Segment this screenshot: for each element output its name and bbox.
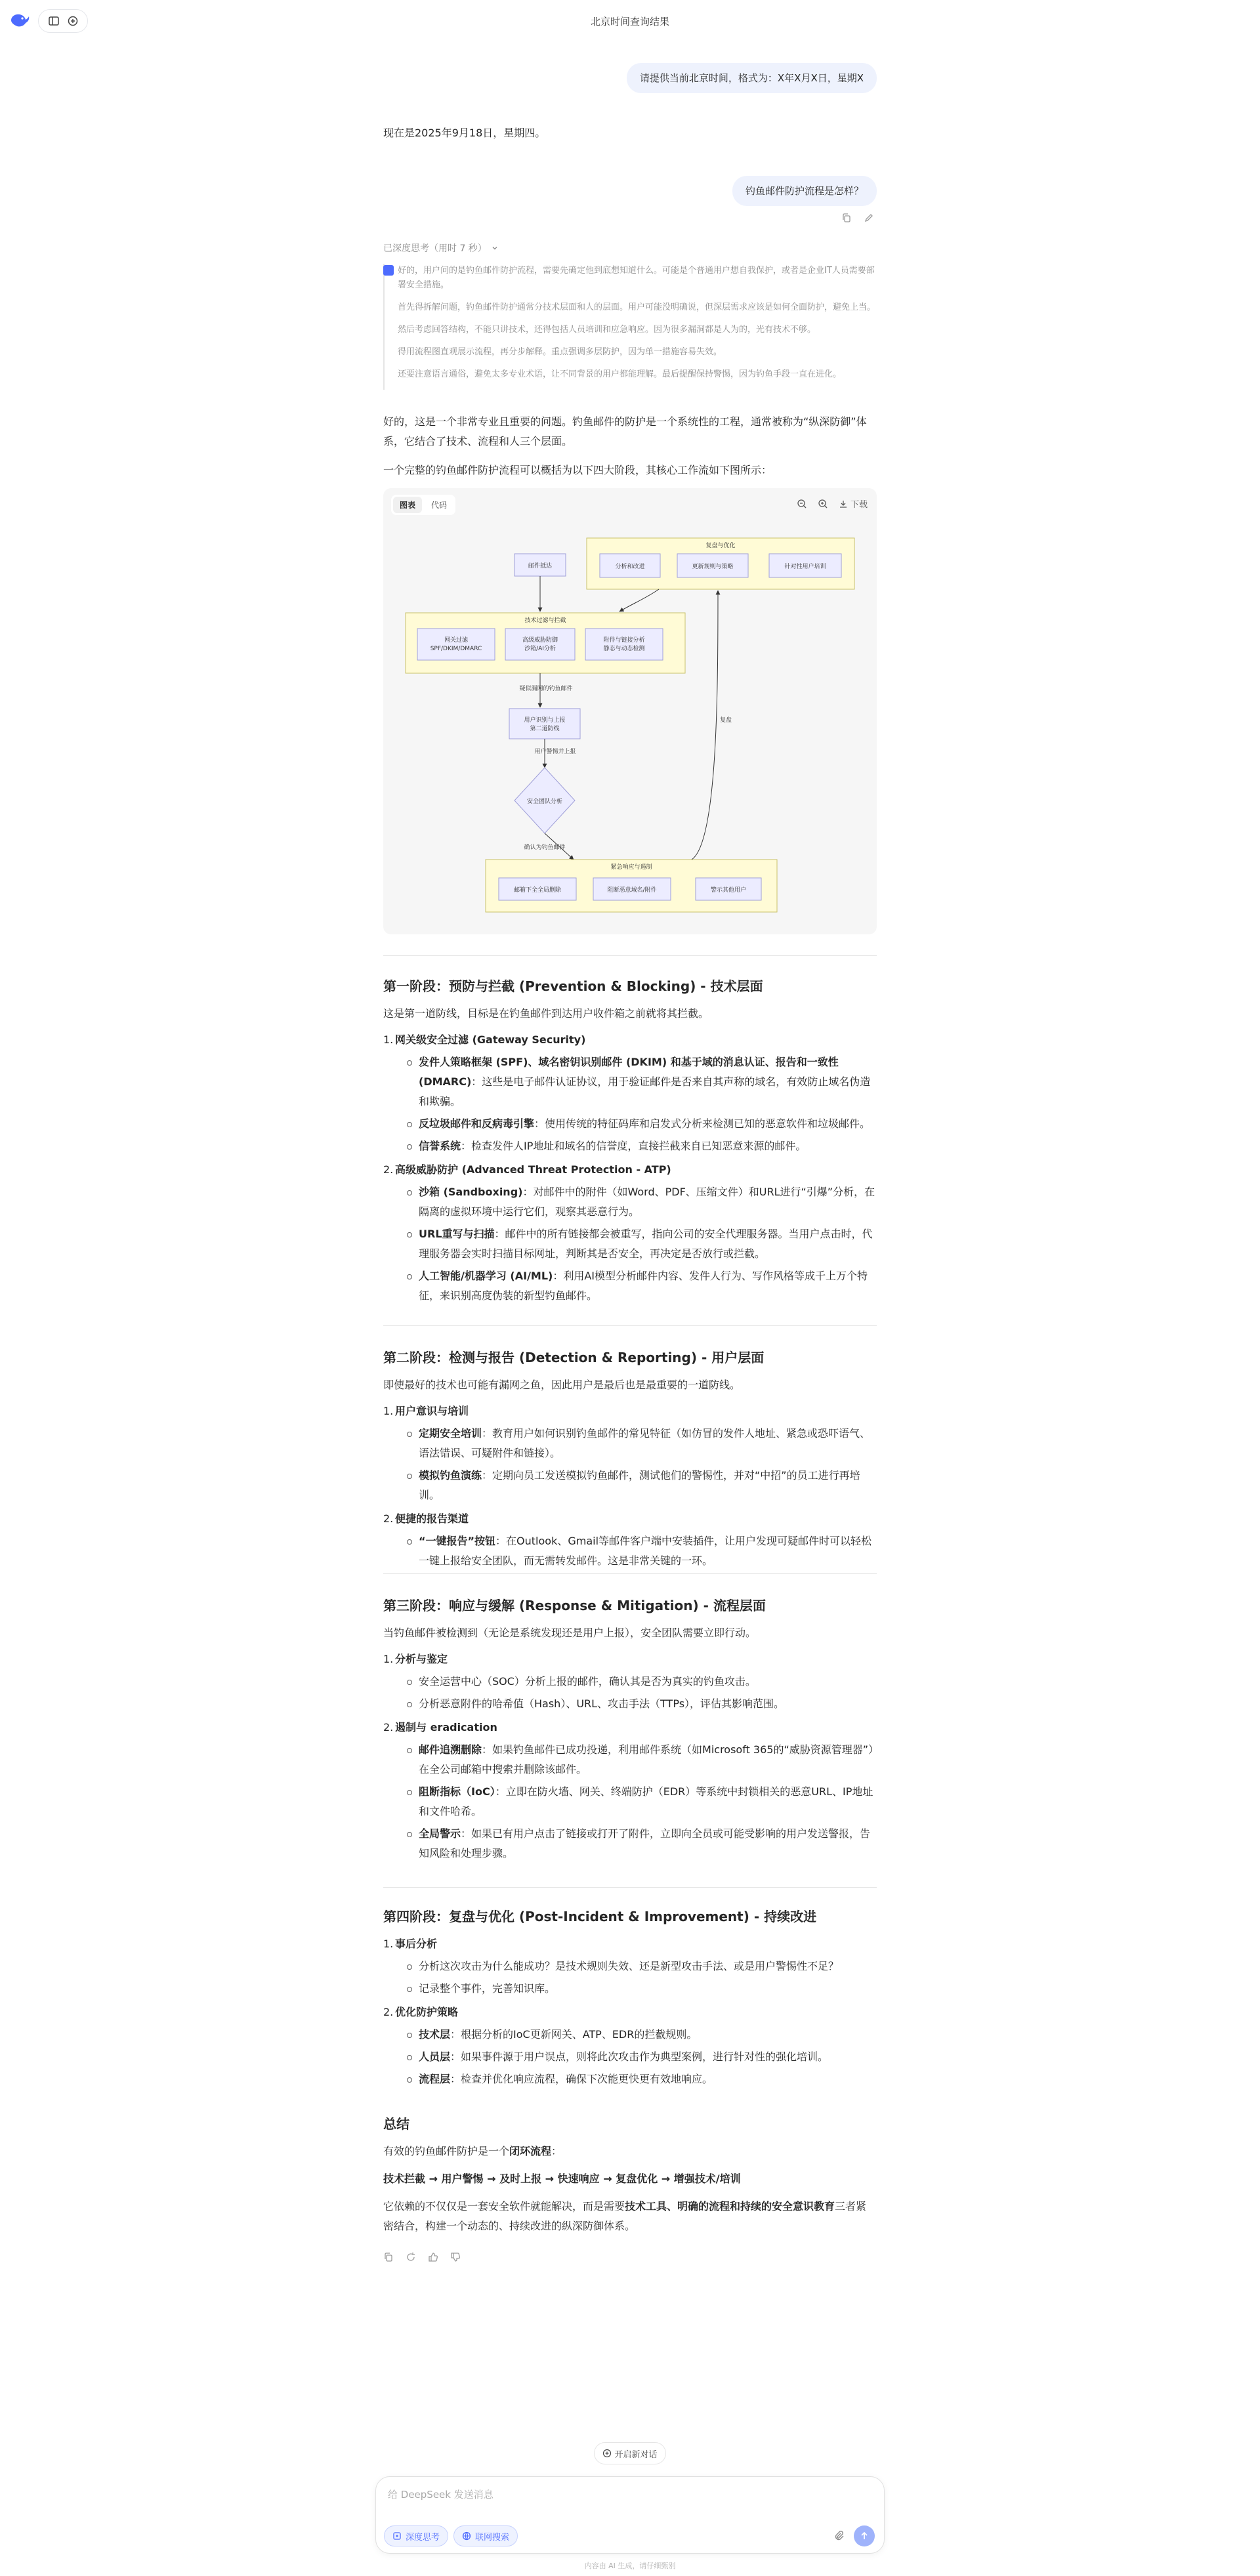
- user-message-actions: [840, 211, 875, 224]
- list-item: [383, 1509, 877, 1571]
- list-number: 1.: [383, 1938, 394, 1950]
- edge-reported-label: 用户警惕并上报: [534, 749, 576, 755]
- sub-list: [404, 1182, 877, 1306]
- term: “一键报告”按钮: [419, 1535, 496, 1547]
- sub-list-item: [404, 1824, 877, 1863]
- node-resp3-label: 警示其他用户: [710, 887, 747, 894]
- thinking-toggle[interactable]: [383, 241, 499, 255]
- section-lead: 即使最好的技术也可能有漏网之鱼，因此用户是最后也是最重要的一道防线。: [383, 1379, 741, 1391]
- list-number: 2.: [383, 2006, 394, 2018]
- section-stage-3: [383, 1596, 877, 1867]
- list-item: [383, 1402, 877, 1505]
- copy-icon[interactable]: [383, 2252, 394, 2262]
- section-list: [383, 1650, 877, 1863]
- emphasis: 闭环流程: [509, 2145, 552, 2157]
- section-stage-1: [383, 976, 877, 1310]
- section-title: 总结: [383, 2116, 410, 2132]
- thinking-paragraph: 首先得拆解问题，钓鱼邮件防护通常分技术层面和人的层面。用户可能没明确说，但深层需求应该是如何全面防护，避免上当。: [398, 302, 876, 312]
- flowchart-card: [383, 488, 877, 934]
- description: ：检查并优化响应流程，确保下次能更快更有效地响应。: [450, 2073, 713, 2085]
- thinking-paragraph: 还要注意语言通俗，避免太多专业术语，让不同背景的用户都能理解。最后提醒保持警惕，因为钓鱼手段一直在进化。: [398, 369, 842, 379]
- list-item: [383, 1030, 877, 1156]
- list-item: [383, 1934, 877, 1999]
- sub-list: [404, 1672, 877, 1714]
- list-number: 2.: [383, 1512, 394, 1525]
- intro-paragraph-2: 一个完整的钓鱼邮件防护流程可以概括为以下四大阶段，其核心工作流如下图所示：: [383, 464, 772, 476]
- disclaimer: 内容由 AI 生成，请仔细甄别: [584, 2562, 676, 2570]
- node-review3-label: 针对性用户培训: [784, 564, 826, 570]
- summary-flow: [383, 2169, 877, 2189]
- sub-list-item: [404, 2025, 877, 2045]
- section-stage-4: [383, 1907, 877, 2093]
- flow-text: 技术拦截 → 用户警惕 → 及时上报 → 快速响应 → 复盘优化 → 增强技术/培训: [383, 2172, 741, 2185]
- list-item-title: 遏制与 eradication: [395, 1721, 497, 1734]
- term: 信誉系统: [419, 1140, 461, 1152]
- new-chat-button[interactable]: [594, 2442, 666, 2464]
- description: ：根据分析的IoC更新网关、ATP、EDR的拦截规则。: [450, 2028, 698, 2041]
- list-item: [383, 1650, 877, 1714]
- node-attach: [585, 629, 663, 660]
- section-title: 第三阶段：响应与缓解 (Response & Mitigation) - 流程层面: [383, 1598, 766, 1613]
- answer-intro: [383, 412, 877, 480]
- list-item: [383, 1160, 877, 1306]
- thinking-paragraph: 好的，用户问的是钓鱼邮件防护流程，需要先确定他到底想知道什么。可能是个普通用户想自我保护，或者是企业IT人员需要部署安全措施。: [398, 266, 875, 290]
- edge-loop-label: 复盘: [719, 717, 732, 724]
- sub-list-item: [404, 2069, 877, 2089]
- sub-list-item: [404, 1266, 877, 1306]
- summary-paragraph: [383, 2142, 877, 2161]
- node-review1: [600, 554, 660, 577]
- sub-list-item: 安全运营中心（SOC）分析上报的邮件，确认其是否为真实的钓鱼攻击。: [404, 1672, 877, 1692]
- term: 阻断指标（IoC）: [419, 1785, 495, 1798]
- section-title: 第四阶段：复盘与优化 (Post-Incident & Improvement) - 持续改进: [383, 1909, 817, 1924]
- node-user-report-line2: 第二道防线: [530, 726, 560, 732]
- description: ：利用AI模型分析邮件内容、发件人行为、写作风格等成千上万个特征，来识别高度伪装的新型钓鱼邮件。: [419, 1270, 868, 1302]
- node-attach-line1: 附件与链接分析: [603, 637, 645, 644]
- node-gateway-line2: SPF/DKIM/DMARC: [430, 646, 482, 652]
- sub-list-item: [404, 1782, 877, 1821]
- list-item-title: 高级威胁防护 (Advanced Threat Protection - ATP): [395, 1163, 671, 1176]
- list-number: 1.: [383, 1033, 394, 1046]
- web-search-label: 联网搜索: [475, 2532, 510, 2543]
- node-soc: [514, 768, 575, 833]
- thinking-paragraph: 得用流程图直观展示流程，再分步解释。重点强调多层防护，因为单一措施容易失效。: [398, 347, 723, 357]
- description: ：检查发件人IP地址和域名的信誉度，直接拦截来自已知恶意来源的邮件。: [461, 1140, 807, 1152]
- thinking-paragraph: 然后考虑回答结构，不能只讲技术，还得包括人员培训和应急响应。因为很多漏洞都是人为的，光有技术不够。: [398, 325, 816, 335]
- node-email-arrive-label: 邮件抵达: [528, 563, 553, 570]
- download-label: 下载: [850, 500, 868, 510]
- new-chat-label: 开启新对话: [614, 2449, 658, 2460]
- intro-paragraph: 好的，这是一个非常专业且重要的问题。钓鱼邮件的防护是一个系统性的工程，通常被称为“纵深防御”体系，它结合了技术、流程和人三个层面。: [383, 415, 867, 447]
- list-item-title: 优化防护策略: [395, 2006, 459, 2018]
- list-item-title: 便捷的报告渠道: [395, 1512, 469, 1525]
- description: ：立即在防火墙、网关、终端防护（EDR）等系统中封锁相关的恶意URL、IP地址和文件哈希。: [419, 1785, 873, 1818]
- sub-list-item: [404, 1182, 877, 1222]
- user-message: 钓鱼邮件防护流程是怎样？: [732, 176, 877, 206]
- sub-list-item: [404, 2047, 877, 2067]
- description: ：邮件中的所有链接都会被重写，指向公司的安全代理服务器。当用户点击时，代理服务器会实时扫描目标网址，判断其是否安全，再决定是否放行或拦截。: [419, 1228, 873, 1260]
- text: 有效的钓鱼邮件防护是一个: [383, 2145, 510, 2157]
- thumbs-down-icon[interactable]: [450, 2252, 461, 2262]
- sub-list-item: [404, 1136, 877, 1156]
- chat-column: [383, 0, 877, 2428]
- term: 定期安全培训: [419, 1427, 482, 1440]
- section-lead: 当钓鱼邮件被检测到（无论是系统发现还是用户上报），安全团队需要立即行动。: [383, 1627, 757, 1639]
- edge-confirmed-label: 确认为钓鱼邮件: [524, 844, 566, 851]
- list-item-title: 分析与鉴定: [395, 1653, 448, 1665]
- term: 发件人策略框架 (SPF)、域名密钥识别邮件 (DKIM) 和基于域的消息认证、报告和一致性 (DMARC): [419, 1056, 839, 1088]
- sub-list: [404, 1424, 877, 1505]
- list-item-title: 事后分析: [395, 1938, 438, 1950]
- list-item: [383, 2003, 877, 2089]
- sub-list-item: [404, 1114, 877, 1134]
- edge-missed-label: 疑似漏网的钓鱼邮件: [519, 686, 573, 692]
- deep-think-icon: [392, 2531, 402, 2541]
- description: ：如果已有用户点击了链接或打开了附件，立即向全员或可能受影响的用户发送警报，告知风险和处理步骤。: [419, 1827, 871, 1859]
- term: 技术层: [419, 2028, 451, 2041]
- tab-code[interactable]: 代码: [431, 501, 448, 510]
- assistant-message: 现在是2025年9月18日，星期四。: [383, 127, 546, 139]
- node-sandbox-line1: 高级威胁防御: [522, 637, 558, 644]
- sub-list: [404, 1052, 877, 1156]
- term: 人工智能/机器学习 (AI/ML): [419, 1270, 553, 1282]
- node-review3: [769, 554, 841, 577]
- thumbs-up-icon[interactable]: [428, 2252, 438, 2262]
- description: ：使用传统的特征码库和启发式分析来检测已知的恶意软件和垃圾邮件。: [534, 1117, 871, 1130]
- term: 人员层: [419, 2050, 451, 2063]
- deep-think-label: 深度思考: [406, 2532, 440, 2543]
- section-lead: 这是第一道防线，目标是在钓鱼邮件到达用户收件箱之前就将其拦截。: [383, 1007, 709, 1020]
- section-summary: [383, 2114, 877, 2236]
- globe-icon: [462, 2531, 471, 2541]
- sub-list: [404, 2025, 877, 2089]
- sub-list: [404, 1740, 877, 1863]
- description: ：如果事件源于用户误点，则将此次攻击作为典型案例，进行针对性的强化培训。: [450, 2050, 829, 2063]
- sub-list: [404, 1531, 877, 1571]
- summary-paragraph-2: [383, 2197, 877, 2236]
- list-number: 2.: [383, 1721, 394, 1734]
- node-resp3: [696, 878, 761, 900]
- group-response-label: 紧急响应与遏制: [610, 864, 652, 871]
- section-list: [383, 1402, 877, 1571]
- flowchart: [383, 488, 877, 934]
- sub-list-item: 分析这次攻击为什么能成功？是技术规则失效、还是新型攻击手法、或是用户警惕性不足？: [404, 1957, 877, 1976]
- divider: [383, 955, 877, 956]
- sub-list-item: [404, 1466, 877, 1505]
- sub-list-item: 记录整个事件，完善知识库。: [404, 1979, 877, 1999]
- group-review-label: 复盘与优化: [705, 543, 736, 549]
- message-input[interactable]: 给 DeepSeek 发送消息: [388, 2489, 494, 2501]
- list-number: 1.: [383, 1653, 394, 1665]
- description: ：如果钓鱼邮件已成功投递，利用邮件系统（如Microsoft 365的“威胁资源管理器”）在全公司邮箱中搜索并删除该邮件。: [419, 1743, 874, 1776]
- arrow-up-icon: [859, 2531, 870, 2541]
- node-soc-label: 安全团队分析: [526, 799, 563, 805]
- term: 反垃圾邮件和反病毒引擎: [419, 1117, 535, 1130]
- node-resp1-label: 邮箱下全全局删除: [513, 887, 562, 894]
- send-button[interactable]: [854, 2525, 875, 2546]
- section-list: [383, 1030, 877, 1306]
- term: URL重写与扫描: [419, 1228, 495, 1240]
- thinking-label: 已深度思考（用时 7 秒）: [383, 243, 487, 254]
- divider: [383, 1887, 877, 1888]
- user-message: 请提供当前北京时间，格式为：X年X月X日，星期X: [627, 63, 877, 93]
- section-title: 第二阶段：检测与报告 (Detection & Reporting) - 用户层面: [383, 1350, 765, 1365]
- description: ：在Outlook、Gmail等邮件客户端中安装插件，让用户发现可疑邮件时可以轻松一键上报给安全团队，而无需转发邮件。这是非常关键的一环。: [419, 1535, 872, 1567]
- description: ：这些是电子邮件认证协议，用于验证邮件是否来自其声称的域名，有效防止域名伪造和欺骗。: [419, 1075, 871, 1108]
- assistant-actions: [383, 2252, 461, 2262]
- term: 全局警示: [419, 1827, 461, 1840]
- list-item: [383, 1718, 877, 1863]
- chevron-down-icon: [491, 244, 499, 252]
- page-title: 北京时间查询结果: [590, 16, 669, 28]
- node-resp2-label: 阻断恶意域名/附件: [607, 887, 657, 894]
- node-user-report: [509, 709, 580, 739]
- edit-icon[interactable]: [862, 211, 875, 224]
- text: ：: [551, 2145, 562, 2157]
- attach-icon[interactable]: [833, 2529, 845, 2541]
- list-item-title: 用户意识与培训: [395, 1405, 469, 1417]
- sub-list-item: [404, 1531, 877, 1571]
- copy-icon[interactable]: [840, 211, 853, 224]
- list-number: 1.: [383, 1405, 394, 1417]
- deep-think-toggle[interactable]: [384, 2525, 448, 2546]
- list-number: 2.: [383, 1163, 394, 1176]
- sub-list-item: 分析恶意附件的哈希值（Hash）、URL、攻击手法（TTPs），评估其影响范围。: [404, 1694, 877, 1714]
- term: 模拟钓鱼演练: [419, 1469, 482, 1482]
- divider: [383, 1573, 877, 1574]
- term: 沙箱 (Sandboxing): [419, 1186, 523, 1198]
- description: ：定期向员工发送模拟钓鱼邮件，测试他们的警惕性，并对“中招”的员工进行再培训。: [419, 1469, 860, 1501]
- list-item-title: 网关级安全过滤 (Gateway Security): [395, 1033, 586, 1046]
- node-user-report-line1: 用户识别与上报: [524, 717, 566, 724]
- node-resp2: [593, 878, 671, 900]
- term: 邮件追溯删除: [419, 1743, 482, 1756]
- thinking-content: [383, 264, 877, 390]
- text: 它依赖的不仅仅是一套安全软件就能解决，而是需要: [383, 2200, 625, 2212]
- node-attach-line2: 静态与动态检测: [603, 646, 645, 652]
- group-tech-label: 技术过滤与拦截: [524, 617, 566, 624]
- term: 流程层: [419, 2073, 451, 2085]
- sub-list-item: [404, 1740, 877, 1779]
- node-review1-label: 分析和改进: [615, 564, 645, 570]
- emphasis: 技术工具、明确的流程和持续的安全意识教育: [625, 2200, 835, 2212]
- node-resp1: [499, 878, 576, 900]
- sub-list-item: [404, 1424, 877, 1463]
- sub-list-item: [404, 1224, 877, 1264]
- node-gateway-line1: 网关过滤: [444, 637, 469, 644]
- divider: [383, 1325, 877, 1326]
- node-sandbox-line2: 沙箱/AI分析: [524, 646, 556, 652]
- web-search-toggle[interactable]: [453, 2525, 518, 2546]
- regenerate-icon[interactable]: [406, 2252, 416, 2262]
- section-stage-2: [383, 1348, 877, 1575]
- section-title: 第一阶段：预防与拦截 (Prevention & Blocking) - 技术层面: [383, 978, 763, 994]
- description: ：对邮件中的附件（如Word、PDF、压缩文件）和URL进行“引爆”分析，在隔离的虚拟环境中运行它们，观察其恶意行为。: [419, 1186, 875, 1218]
- message-composer[interactable]: [375, 2476, 885, 2554]
- section-list: [383, 1934, 877, 2089]
- node-review2: [677, 554, 748, 577]
- node-email-arrive: [514, 554, 566, 576]
- description: ：教育用户如何识别钓鱼邮件的常见特征（如仿冒的发件人地址、紧急或恐吓语气、语法错误、可疑附件和链接）。: [419, 1427, 871, 1459]
- node-sandbox: [505, 629, 575, 660]
- node-review2-label: 更新规则与策略: [692, 564, 734, 570]
- sub-list-item: [404, 1052, 877, 1111]
- node-gateway: [417, 629, 495, 660]
- new-chat-icon: [602, 2449, 612, 2458]
- sub-list: [404, 1957, 877, 1999]
- tab-chart[interactable]: 图表: [393, 497, 422, 513]
- text: 三者紧密结合，构建一个动态的、持续改进的纵深防御体系。: [383, 2200, 867, 2232]
- thinking-icon: [383, 265, 394, 276]
